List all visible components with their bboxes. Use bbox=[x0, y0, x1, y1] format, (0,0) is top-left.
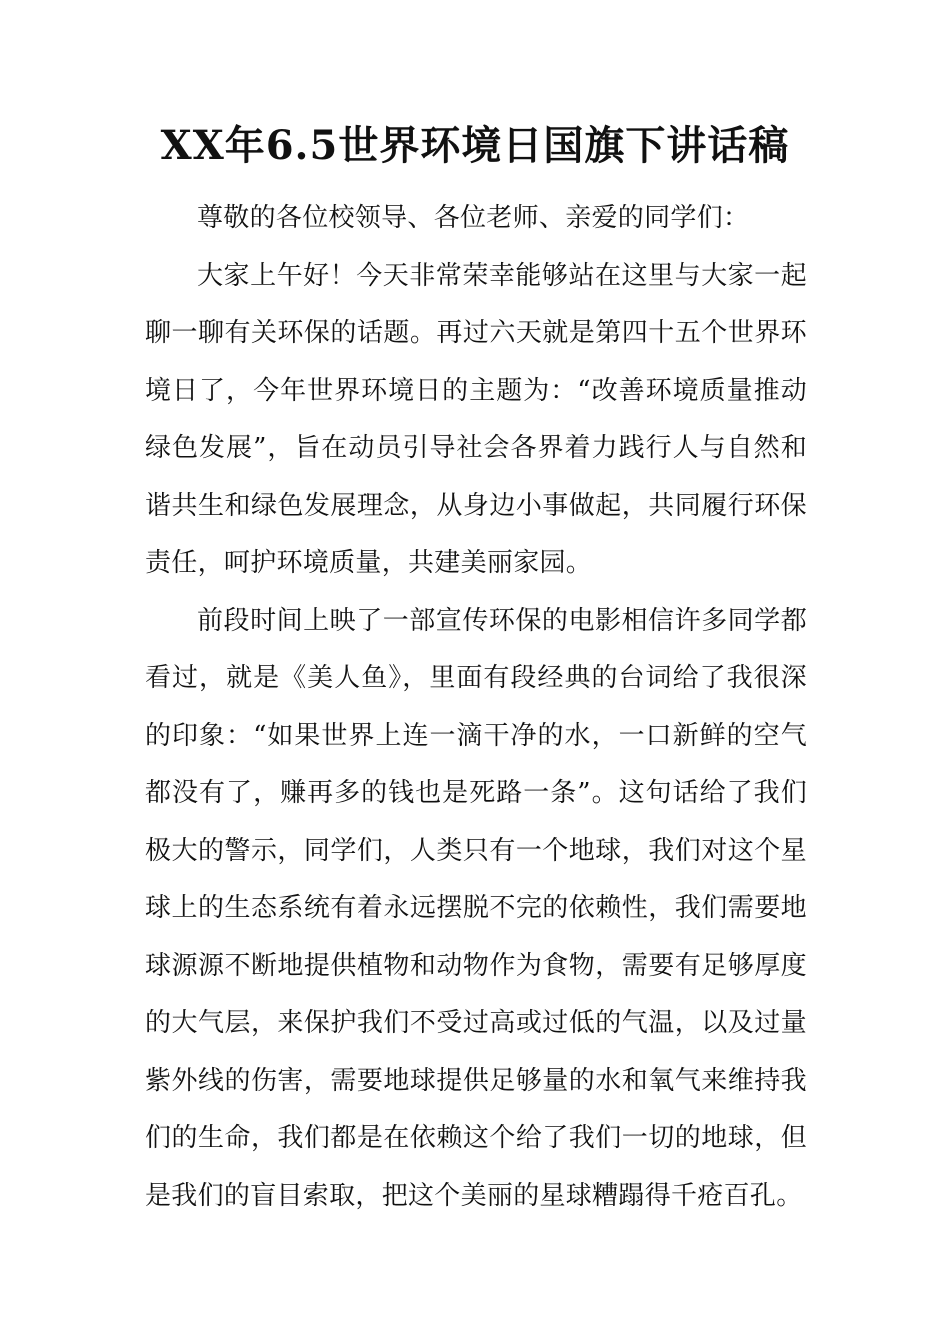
document-body bbox=[145, 190, 807, 1225]
body-paragraph: 大家上午好！今天非常荣幸能够站在这里与大家一起聊一聊有关环保的话题。再过六天就是第四十五个世界环境日了，今年世界环境日的主题为：“改善环境质量推动绿色发展”，旨在动员引导社会各界着力践行人与自然和谐共生和绿色发展理念，从身边小事做起，共同履行环保责任，呵护环境质量，共建美丽家园。 bbox=[145, 260, 807, 578]
document-title: XX年6.5世界环境日国旗下讲话稿 bbox=[160, 122, 790, 169]
body-paragraph: 前段时间上映了一部宣传环保的电影相信许多同学都看过，就是《美人鱼》，里面有段经典的台词给了我很深的印象：“如果世界上连一滴干净的水，一口新鲜的空气都没有了，赚再多的钱也是死路一条”。这句话给了我们极大的警示，同学们，人类只有一个地球，我们对这个星球上的生态系统有着永远摆脱不完的依赖性，我们需要地球源源不断地提供植物和动物作为食物，需要有足够厚度的大气层，来保护我们不受过高或过低的气温，以及过量紫外线的伤害，需要地球提供足够量的水和氧气来维持我们的生命，我们都是在依赖这个给了我们一切的地球，但是我们的盲目索取，把这个美丽的星球糟蹋得千疮百孔。 bbox=[145, 605, 807, 1211]
salutation-paragraph: 尊敬的各位校领导、各位老师、亲爱的同学们： bbox=[197, 203, 750, 233]
